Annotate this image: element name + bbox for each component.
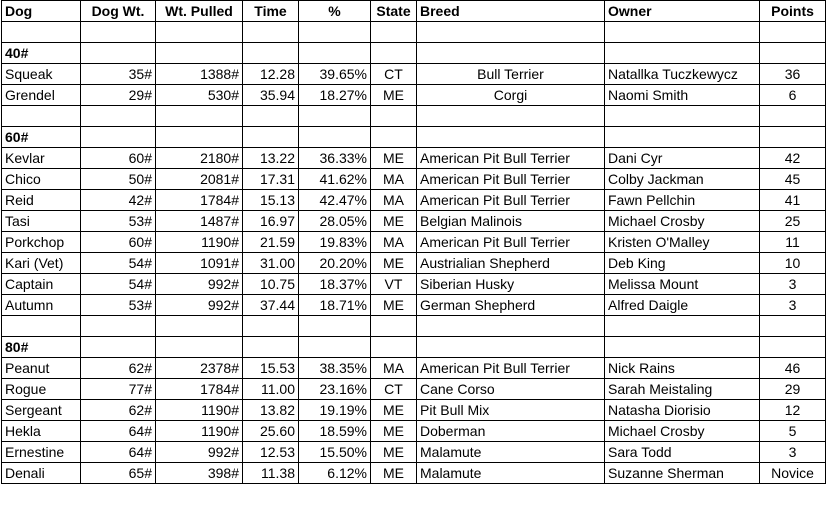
- cell-pct: 39.65%: [299, 64, 371, 85]
- empty-cell: [605, 106, 760, 127]
- cell-points: 12: [760, 400, 826, 421]
- cell-state: ME: [371, 442, 417, 463]
- cell-breed: Belgian Malinois: [417, 211, 605, 232]
- cell-owner: Alfred Daigle: [605, 295, 760, 316]
- cell-pct: 36.33%: [299, 148, 371, 169]
- cell-dog: Autumn: [2, 295, 81, 316]
- cell-wt-pulled: 1190#: [156, 421, 243, 442]
- cell-dog-wt: 54#: [81, 274, 156, 295]
- cell-points: 3: [760, 274, 826, 295]
- blank-row: [2, 106, 826, 127]
- cell-owner: Melissa Mount: [605, 274, 760, 295]
- table-row: [2, 295, 826, 316]
- cell-dog: Kari (Vet): [2, 253, 81, 274]
- cell-wt-pulled: 1190#: [156, 400, 243, 421]
- cell-pct: 42.47%: [299, 190, 371, 211]
- cell-dog-wt: 29#: [81, 85, 156, 106]
- cell-owner: Kristen O'Malley: [605, 232, 760, 253]
- cell-dog: Grendel: [2, 85, 81, 106]
- cell-time: 16.97: [243, 211, 299, 232]
- empty-cell: [760, 22, 826, 43]
- cell-time: 10.75: [243, 274, 299, 295]
- cell-state: MA: [371, 358, 417, 379]
- cell-time: 31.00: [243, 253, 299, 274]
- cell-wt-pulled: 2378#: [156, 358, 243, 379]
- cell-owner: Michael Crosby: [605, 211, 760, 232]
- cell-dog: Hekla: [2, 421, 81, 442]
- cell-dog-wt: 65#: [81, 463, 156, 484]
- cell-breed: American Pit Bull Terrier: [417, 190, 605, 211]
- cell-state: ME: [371, 211, 417, 232]
- empty-cell: [299, 22, 371, 43]
- cell-breed: Bull Terrier: [417, 64, 605, 85]
- cell-pct: 18.27%: [299, 85, 371, 106]
- cell-wt-pulled: 1388#: [156, 64, 243, 85]
- cell-pct: 18.71%: [299, 295, 371, 316]
- header-state: State: [371, 1, 417, 22]
- cell-time: 11.38: [243, 463, 299, 484]
- cell-dog: Rogue: [2, 379, 81, 400]
- cell-state: MA: [371, 190, 417, 211]
- cell-state: VT: [371, 274, 417, 295]
- cell-time: 35.94: [243, 85, 299, 106]
- header-points: Points: [760, 1, 826, 22]
- cell-dog-wt: 42#: [81, 190, 156, 211]
- header-dog: Dog: [2, 1, 81, 22]
- empty-cell: [417, 22, 605, 43]
- cell-wt-pulled: 1091#: [156, 253, 243, 274]
- cell-wt-pulled: 1784#: [156, 379, 243, 400]
- cell-pct: 18.59%: [299, 421, 371, 442]
- cell-points: 46: [760, 358, 826, 379]
- cell-state: MA: [371, 169, 417, 190]
- empty-cell: [2, 316, 81, 337]
- empty-cell: [760, 127, 826, 148]
- cell-dog-wt: 62#: [81, 400, 156, 421]
- cell-pct: 19.19%: [299, 400, 371, 421]
- cell-wt-pulled: 2081#: [156, 169, 243, 190]
- empty-cell: [417, 127, 605, 148]
- empty-cell: [243, 127, 299, 148]
- cell-dog: Ernestine: [2, 442, 81, 463]
- cell-points: Novice: [760, 463, 826, 484]
- cell-points: 41: [760, 190, 826, 211]
- empty-cell: [299, 316, 371, 337]
- empty-cell: [299, 43, 371, 64]
- cell-dog-wt: 60#: [81, 148, 156, 169]
- cell-breed: Cane Corso: [417, 379, 605, 400]
- empty-cell: [243, 337, 299, 358]
- cell-time: 25.60: [243, 421, 299, 442]
- empty-cell: [371, 316, 417, 337]
- cell-breed: German Shepherd: [417, 295, 605, 316]
- cell-owner: Natallka Tuczkewycz: [605, 64, 760, 85]
- table-row: [2, 253, 826, 274]
- empty-cell: [371, 127, 417, 148]
- table-row: [2, 190, 826, 211]
- empty-cell: [760, 337, 826, 358]
- cell-time: 11.00: [243, 379, 299, 400]
- header-pct: %: [299, 1, 371, 22]
- cell-wt-pulled: 992#: [156, 274, 243, 295]
- cell-points: 6: [760, 85, 826, 106]
- table-row: [2, 400, 826, 421]
- empty-cell: [81, 22, 156, 43]
- empty-cell: [605, 337, 760, 358]
- cell-pct: 6.12%: [299, 463, 371, 484]
- header-owner: Owner: [605, 1, 760, 22]
- cell-points: 29: [760, 379, 826, 400]
- cell-breed: American Pit Bull Terrier: [417, 148, 605, 169]
- empty-cell: [243, 316, 299, 337]
- weight-class-label: 80#: [2, 337, 81, 358]
- empty-cell: [156, 43, 243, 64]
- empty-cell: [299, 106, 371, 127]
- cell-breed: American Pit Bull Terrier: [417, 169, 605, 190]
- cell-state: ME: [371, 85, 417, 106]
- empty-cell: [156, 127, 243, 148]
- table-row: [2, 274, 826, 295]
- empty-cell: [760, 43, 826, 64]
- cell-breed: Malamute: [417, 463, 605, 484]
- cell-wt-pulled: 1190#: [156, 232, 243, 253]
- cell-wt-pulled: 530#: [156, 85, 243, 106]
- empty-cell: [605, 127, 760, 148]
- cell-wt-pulled: 992#: [156, 442, 243, 463]
- cell-dog-wt: 64#: [81, 421, 156, 442]
- header-breed: Breed: [417, 1, 605, 22]
- cell-owner: Fawn Pellchin: [605, 190, 760, 211]
- cell-dog: Denali: [2, 463, 81, 484]
- cell-wt-pulled: 2180#: [156, 148, 243, 169]
- blank-row: [2, 316, 826, 337]
- cell-dog-wt: 60#: [81, 232, 156, 253]
- cell-time: 17.31: [243, 169, 299, 190]
- cell-state: ME: [371, 463, 417, 484]
- cell-dog: Kevlar: [2, 148, 81, 169]
- empty-cell: [605, 22, 760, 43]
- empty-cell: [417, 106, 605, 127]
- empty-cell: [299, 127, 371, 148]
- header-dog-wt: Dog Wt.: [81, 1, 156, 22]
- header-time: Time: [243, 1, 299, 22]
- cell-wt-pulled: 398#: [156, 463, 243, 484]
- cell-time: 13.22: [243, 148, 299, 169]
- cell-owner: Natasha Diorisio: [605, 400, 760, 421]
- empty-cell: [371, 43, 417, 64]
- cell-dog: Peanut: [2, 358, 81, 379]
- cell-breed: Corgi: [417, 85, 605, 106]
- cell-owner: Nick Rains: [605, 358, 760, 379]
- cell-owner: Sarah Meistaling: [605, 379, 760, 400]
- cell-breed: Pit Bull Mix: [417, 400, 605, 421]
- cell-wt-pulled: 1784#: [156, 190, 243, 211]
- cell-state: ME: [371, 148, 417, 169]
- cell-owner: Naomi Smith: [605, 85, 760, 106]
- table-row: [2, 85, 826, 106]
- cell-dog-wt: 64#: [81, 442, 156, 463]
- table-row: [2, 463, 826, 484]
- cell-state: CT: [371, 64, 417, 85]
- cell-wt-pulled: 1487#: [156, 211, 243, 232]
- cell-dog-wt: 35#: [81, 64, 156, 85]
- empty-cell: [417, 43, 605, 64]
- empty-cell: [156, 316, 243, 337]
- cell-points: 11: [760, 232, 826, 253]
- table-row: [2, 64, 826, 85]
- cell-time: 15.53: [243, 358, 299, 379]
- table-row: [2, 442, 826, 463]
- weight-class-label: 60#: [2, 127, 81, 148]
- empty-cell: [81, 316, 156, 337]
- empty-cell: [760, 106, 826, 127]
- empty-cell: [243, 43, 299, 64]
- empty-cell: [243, 22, 299, 43]
- cell-time: 21.59: [243, 232, 299, 253]
- table-row: [2, 232, 826, 253]
- cell-breed: Doberman: [417, 421, 605, 442]
- cell-points: 42: [760, 148, 826, 169]
- cell-state: ME: [371, 400, 417, 421]
- cell-dog-wt: 62#: [81, 358, 156, 379]
- weight-class-row: [2, 43, 826, 64]
- cell-dog: Tasi: [2, 211, 81, 232]
- cell-state: CT: [371, 379, 417, 400]
- cell-points: 3: [760, 442, 826, 463]
- results-table: [1, 0, 826, 484]
- table-row: [2, 358, 826, 379]
- cell-dog-wt: 77#: [81, 379, 156, 400]
- empty-cell: [371, 337, 417, 358]
- cell-pct: 41.62%: [299, 169, 371, 190]
- empty-cell: [81, 106, 156, 127]
- cell-breed: Siberian Husky: [417, 274, 605, 295]
- cell-time: 37.44: [243, 295, 299, 316]
- cell-state: ME: [371, 295, 417, 316]
- empty-cell: [2, 22, 81, 43]
- table-row: [2, 421, 826, 442]
- cell-pct: 23.16%: [299, 379, 371, 400]
- header-row: [2, 1, 826, 22]
- cell-dog: Captain: [2, 274, 81, 295]
- cell-state: ME: [371, 253, 417, 274]
- empty-cell: [156, 337, 243, 358]
- cell-points: 45: [760, 169, 826, 190]
- cell-dog-wt: 53#: [81, 295, 156, 316]
- cell-dog: Squeak: [2, 64, 81, 85]
- cell-time: 12.53: [243, 442, 299, 463]
- cell-dog-wt: 54#: [81, 253, 156, 274]
- cell-breed: American Pit Bull Terrier: [417, 232, 605, 253]
- table-row: [2, 211, 826, 232]
- table-row: [2, 169, 826, 190]
- cell-time: 12.28: [243, 64, 299, 85]
- cell-time: 15.13: [243, 190, 299, 211]
- cell-points: 10: [760, 253, 826, 274]
- cell-dog: Porkchop: [2, 232, 81, 253]
- cell-state: MA: [371, 232, 417, 253]
- cell-points: 3: [760, 295, 826, 316]
- weight-class-label: 40#: [2, 43, 81, 64]
- cell-dog: Chico: [2, 169, 81, 190]
- cell-owner: Suzanne Sherman: [605, 463, 760, 484]
- cell-pct: 38.35%: [299, 358, 371, 379]
- empty-cell: [605, 316, 760, 337]
- empty-cell: [81, 337, 156, 358]
- empty-cell: [2, 106, 81, 127]
- cell-pct: 28.05%: [299, 211, 371, 232]
- cell-pct: 19.83%: [299, 232, 371, 253]
- weight-class-row: [2, 127, 826, 148]
- table-row: [2, 379, 826, 400]
- cell-state: ME: [371, 421, 417, 442]
- table-row: [2, 148, 826, 169]
- empty-cell: [299, 337, 371, 358]
- cell-owner: Colby Jackman: [605, 169, 760, 190]
- cell-points: 5: [760, 421, 826, 442]
- empty-cell: [417, 316, 605, 337]
- empty-cell: [243, 106, 299, 127]
- cell-time: 13.82: [243, 400, 299, 421]
- cell-dog-wt: 53#: [81, 211, 156, 232]
- empty-cell: [156, 106, 243, 127]
- blank-row: [2, 22, 826, 43]
- empty-cell: [81, 43, 156, 64]
- header-wt-pulled: Wt. Pulled: [156, 1, 243, 22]
- cell-dog: Sergeant: [2, 400, 81, 421]
- cell-wt-pulled: 992#: [156, 295, 243, 316]
- cell-pct: 18.37%: [299, 274, 371, 295]
- empty-cell: [760, 316, 826, 337]
- cell-pct: 15.50%: [299, 442, 371, 463]
- cell-owner: Dani Cyr: [605, 148, 760, 169]
- cell-dog: Reid: [2, 190, 81, 211]
- cell-owner: Sara Todd: [605, 442, 760, 463]
- empty-cell: [371, 22, 417, 43]
- cell-dog-wt: 50#: [81, 169, 156, 190]
- cell-points: 36: [760, 64, 826, 85]
- empty-cell: [81, 127, 156, 148]
- cell-breed: Malamute: [417, 442, 605, 463]
- cell-points: 25: [760, 211, 826, 232]
- cell-owner: Michael Crosby: [605, 421, 760, 442]
- cell-owner: Deb King: [605, 253, 760, 274]
- cell-breed: Austrialian Shepherd: [417, 253, 605, 274]
- empty-cell: [371, 106, 417, 127]
- weight-class-row: [2, 337, 826, 358]
- empty-cell: [156, 22, 243, 43]
- empty-cell: [605, 43, 760, 64]
- cell-breed: American Pit Bull Terrier: [417, 358, 605, 379]
- cell-pct: 20.20%: [299, 253, 371, 274]
- empty-cell: [417, 337, 605, 358]
- table-body: [2, 22, 826, 484]
